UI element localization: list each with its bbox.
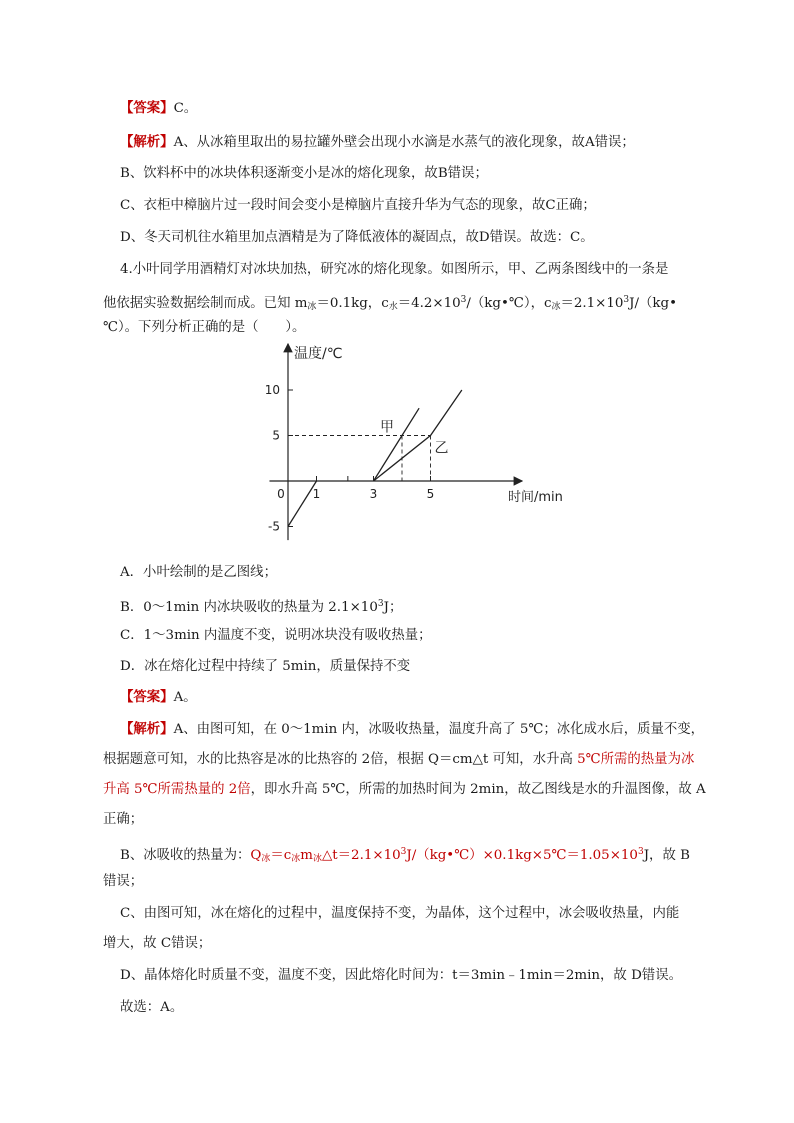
q4-analysis-a3: 升高 5℃所需热量的 2倍，即水升高 5℃，所需的加热时间为 2min，故乙图线是水的升温图像，故 A (103, 782, 706, 797)
q4-analysis-b2: 错误； (103, 874, 144, 889)
option-d: D．冰在熔化过程中持续了 5min，质量保持不变 (120, 659, 411, 674)
x-axis-label: 时间/min (508, 490, 563, 505)
q3-analysis-d: D、冬天司机往水箱里加点酒精是为了降低液体的凝固点，故D错误。故选：C。 (120, 230, 594, 245)
x-tick-label: 1 (312, 487, 321, 501)
q4-stem-3: ℃）。下列分析正确的是（ ）。 (103, 320, 306, 335)
chart-series (288, 390, 462, 527)
q4-analysis-d1: D、晶体熔化时质量不变，温度不变，因此熔化时间为：t＝3min﹣1min＝2min，故 D错误。 (120, 968, 682, 983)
series-label-jia: 甲 (380, 419, 394, 436)
analysis-tag: 【解析】 (120, 134, 174, 150)
option-b: B．0～1min 内冰块吸收的热量为 $2.1\times 10^3J$； (120, 599, 403, 615)
q3-answer (120, 98, 197, 119)
chart-labels (265, 345, 563, 534)
y-tick-label: -5 (268, 519, 280, 534)
answer-value: A。 (173, 690, 197, 705)
answer-tag: 【答案】 (120, 100, 174, 116)
q4-stem-1: 4.小叶同学用酒精灯对冰块加热，研究冰的熔化现象。如图所示，甲、乙两条图线中的一条是 (120, 262, 669, 277)
q3-analysis-c: C、衣柜中樟脑片过一段时间会变小是樟脑片直接升华为气态的现象，故C正确； (120, 198, 596, 213)
q4-analysis-c2: 增大，故 C错误； (103, 936, 212, 951)
option-a: A．小叶绘制的是乙图线； (120, 565, 277, 580)
y-tick-label: 5 (272, 428, 280, 443)
q4-final: 故选：A。 (120, 1000, 184, 1015)
chart-guides (288, 436, 431, 482)
analysis-tag: 【解析】 (120, 721, 174, 737)
q4-analysis-a4: 正确； (103, 812, 144, 827)
q4-answer (120, 687, 197, 708)
series-label-yi: 乙 (434, 440, 449, 457)
answer-value: C。 (173, 101, 198, 116)
x-tick-label: 5 (426, 487, 435, 501)
q4-analysis-a2: 根据题意可知，水的比热容是冰的比热容的 2倍，根据 Q＝cm△t 可知，水升高 5℃所需的热量为冰 (103, 752, 695, 767)
q4-analysis-a1: 【解析】A、由图可知，在 0～1min 内，冰吸收热量，温度升高了 5℃；冰化成水后，质量不变， (120, 721, 705, 737)
chart-axes (269, 344, 522, 540)
x-tick-label: 0 (277, 487, 285, 501)
q4-analysis-c1: C、由图可知，冰在熔化的过程中，温度保持不变，为晶体，这个过程中，冰会吸收热量，内能 (120, 906, 680, 921)
x-tick-label: 3 (369, 487, 378, 501)
q4-stem-2: 他依据实验数据绘制而成。已知 $m_冰=0.1kg$，$c_水=4.2\times 10^3/(kg•℃)$，$c_冰=2.1\times 10^3J/(kg•$ (103, 295, 678, 312)
answer-tag: 【答案】 (120, 689, 174, 705)
temperature-time-chart (240, 338, 580, 558)
y-axis-label: 温度/℃ (294, 346, 343, 362)
q3-analysis-a: 【解析】A、从冰箱里取出的易拉罐外壁会出现小水滴是水蒸气的液化现象，故A错误； (120, 134, 635, 150)
option-c: C．1～3min 内温度不变，说明冰块没有吸收热量； (120, 628, 432, 643)
q4-analysis-b1: B、冰吸收的热量为：$Q_冰=c_冰m_冰\triangle t=2.1\times 10^3J/(kg•℃)\times 0.1kg\times 5℃=1.05\times 10^3J$，故 B (120, 847, 690, 864)
q3-analysis-b: B、饮料杯中的冰块体积逐渐变小是冰的熔化现象，故B错误； (120, 166, 488, 181)
y-tick-label: 10 (264, 383, 280, 397)
